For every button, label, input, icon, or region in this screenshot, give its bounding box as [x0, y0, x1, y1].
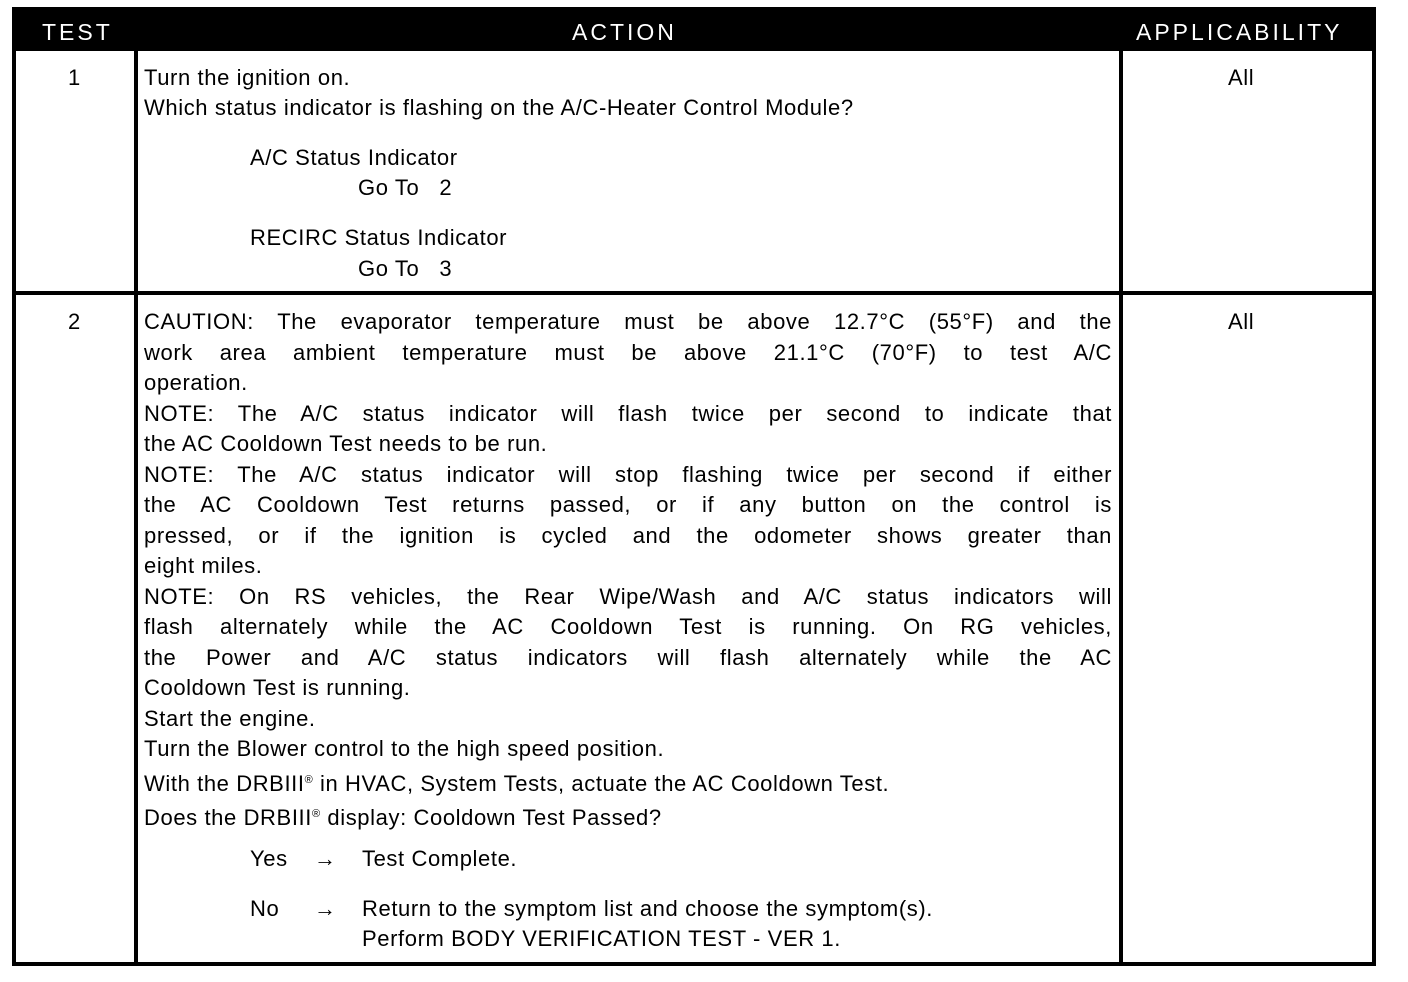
- table-header: [16, 11, 1372, 51]
- row1-option1-goto: Go To 2: [358, 175, 453, 200]
- note3-line-2: flash alternately while the AC Cooldown Test is running. On RG vehicles,: [144, 614, 1112, 639]
- note2-line-3: pressed, or if the ignition is cycled and the odometer shows greater than: [144, 522, 1112, 548]
- registered-mark: ®: [304, 773, 314, 786]
- answer-no-label: No: [250, 896, 280, 921]
- caution-line-2: work area ambient temperature must be above 21.1°C (70°F) to test A/C: [144, 339, 1112, 365]
- diagnostic-test-table: [12, 7, 1376, 966]
- caution-line-3: operation.: [144, 370, 248, 395]
- answer-no-result-1: Return to the symptom list and choose the symptom(s).: [362, 896, 934, 921]
- note3-line-4: Cooldown Test is running.: [144, 675, 411, 700]
- header-applicability: APPLICABILITY: [1136, 19, 1343, 45]
- row1-option1-label: A/C Status Indicator: [250, 145, 458, 170]
- arrow-right-icon: →: [314, 896, 336, 921]
- note1-line-1: NOTE: The A/C status indicator will flash twice per second to indicate that: [144, 400, 1112, 426]
- registered-mark: ®: [311, 808, 321, 820]
- row1-test-number: 1: [68, 65, 81, 90]
- note3-line-3: the Power and A/C status indicators will flash alternately while the AC: [144, 644, 1112, 670]
- row2-test-number: 2: [68, 309, 81, 334]
- row1-line-2: Which status indicator is flashing on the A/C-Heater Control Module?: [144, 95, 854, 120]
- header-test: TEST: [42, 19, 113, 45]
- column-divider-action: [1119, 51, 1123, 966]
- note3-line-1: NOTE: On RS vehicles, the Rear Wipe/Wash and A/C status indicators will: [144, 583, 1112, 609]
- note2-line-1: NOTE: The A/C status indicator will stop flashing twice per second if either: [144, 461, 1112, 487]
- row2-action-text: [144, 307, 1112, 834]
- answer-yes-label: Yes: [250, 846, 288, 871]
- step-start-engine: Start the engine.: [144, 705, 316, 731]
- row1-line-1: Turn the ignition on.: [144, 65, 351, 90]
- row1-option2-label: RECIRC Status Indicator: [250, 225, 508, 250]
- drb-name: With the DRBIII: [144, 770, 305, 796]
- step-blower: Turn the Blower control to the high speed position.: [144, 736, 665, 761]
- answer-no-result-2: Perform BODY VERIFICATION TEST - VER 1.: [362, 926, 841, 951]
- row1-option2-goto: Go To 3: [358, 256, 453, 281]
- caution-line-1: CAUTION: The evaporator temperature must be above 12.7°C (55°F) and the: [144, 309, 1112, 334]
- note2-line-4: eight miles.: [144, 553, 263, 578]
- row2-applicability: All: [1228, 309, 1255, 334]
- row-divider: [16, 291, 1372, 295]
- drb-actuate-text: in HVAC, System Tests, actuate the AC Cooldown Test.: [313, 770, 890, 796]
- step-drb-actuate: [144, 765, 1112, 800]
- note1-line-2: the AC Cooldown Test needs to be run.: [144, 431, 548, 456]
- column-divider-test: [134, 51, 138, 966]
- step-drb-display: [144, 799, 1112, 834]
- answer-yes-result: Test Complete.: [362, 846, 518, 871]
- row1-applicability: All: [1228, 65, 1255, 90]
- arrow-right-icon: →: [314, 846, 336, 871]
- drb-display-text: display: Cooldown Test Passed?: [320, 805, 662, 830]
- drb-name: Does the DRBIII: [144, 805, 312, 830]
- note2-line-2: the AC Cooldown Test returns passed, or if any button on the control is: [144, 492, 1112, 517]
- header-action: ACTION: [572, 19, 677, 45]
